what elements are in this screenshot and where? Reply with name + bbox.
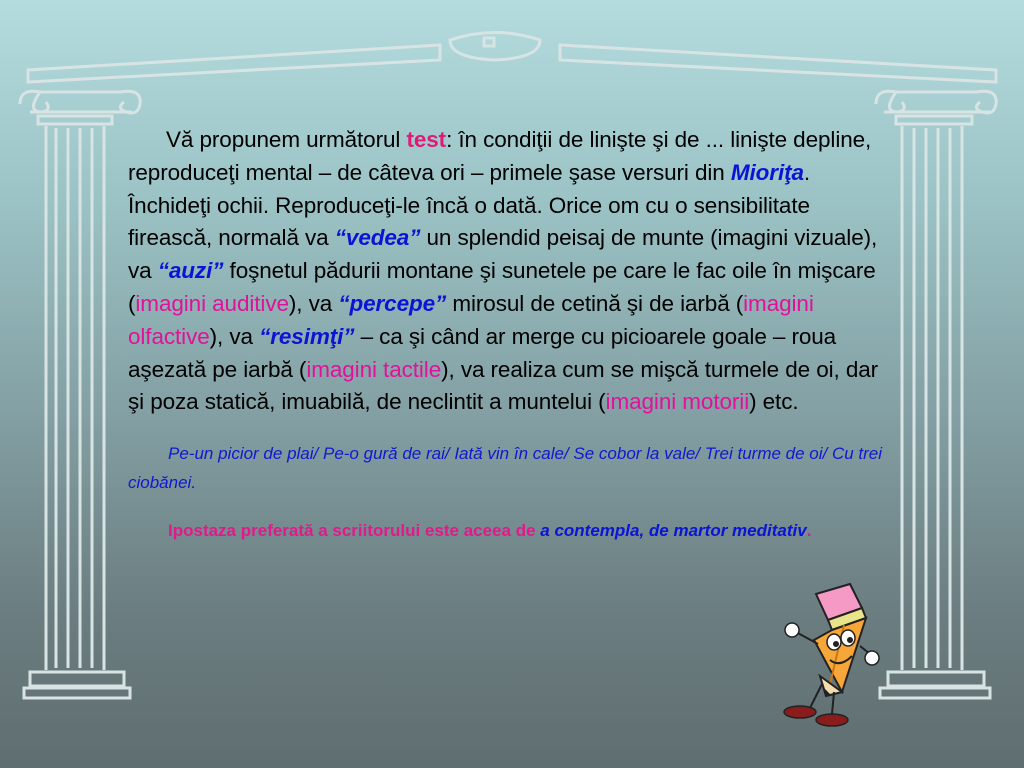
keyword-imagini-tactile: imagini tactile (306, 356, 442, 382)
text-segment: – ca şi când ar merge cu picioarele goale – roua aşezată pe iarbă ( (128, 323, 837, 382)
closing-text: Ipostaza preferată a scriitorului este aceea de (168, 521, 541, 541)
slide-content (128, 124, 888, 547)
text-segment: : în condiţii de linişte şi de ... linişte depline, reproduceţi mental – de câteva ori – primele şase versuri din (128, 127, 872, 185)
text-segment: un splendid peisaj de munte (imagini vizuale), va (128, 225, 878, 284)
verse-quote: Pe-un picior de plai/ Pe-o gură de rai/ Iată vin în cale/ Se cobor la vale/ Trei turme de oi/ Cu trei ciobănei. (128, 444, 883, 493)
keyword-imagini-olfactive: imagini olfactive (128, 290, 814, 349)
keyword-imagini-auditive: imagini auditive (135, 290, 289, 316)
keyword-test: test (406, 127, 447, 152)
keyword-miorita: Mioriţa (730, 159, 804, 185)
text-segment: . Închideţi ochii. Reproduceţi-le încă o dată. Orice om cu o sensibilitate firească, normală va (128, 159, 811, 251)
closing-emphasis: a contempla, de martor meditativ (540, 521, 807, 541)
keyword-percepe: “percepe” (338, 290, 447, 316)
closing-statement (128, 515, 888, 547)
text-segment: ), va realiza cum se mişcă turmele de oi, dar şi poza statică, imuabilă, de neclintit a muntelui ( (128, 356, 879, 415)
keyword-vedea: “vedea” (334, 225, 421, 251)
text-segment: mirosul de cetină şi de iarbă ( (446, 290, 744, 316)
text-segment: Vă propunem următorul (166, 127, 407, 152)
keyword-auzi: “auzi” (157, 258, 224, 284)
main-paragraph (128, 124, 888, 419)
text-segment: ), va (209, 323, 260, 349)
closing-period: . (806, 521, 812, 541)
keyword-imagini-motorii: imagini motorii (605, 389, 750, 415)
text-segment: foşnetul pădurii montane şi sunetele pe care le fac oile în mişcare ( (128, 258, 876, 316)
keyword-resimti: “resimţi” (259, 323, 355, 349)
pencil-mascot-icon (770, 580, 880, 730)
text-segment: ), va (288, 290, 339, 316)
text-segment: ) etc. (749, 389, 799, 415)
